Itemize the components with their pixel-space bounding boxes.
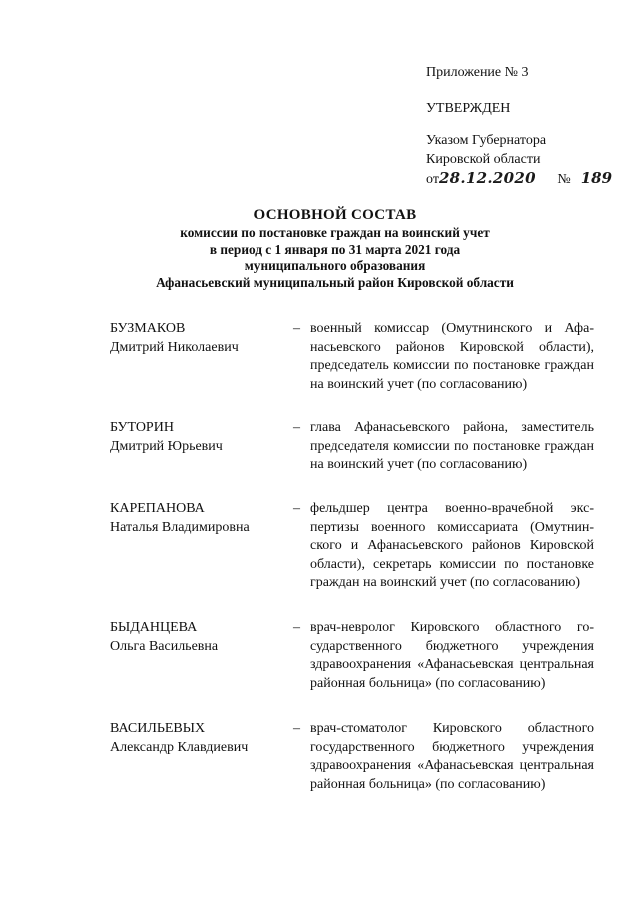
member-name [110,419,280,456]
member-dash: – [293,721,300,736]
member-given-name: Александр Клавдиевич [110,739,249,755]
member-dash: – [293,321,300,336]
title-line-2: в период с 1 января по 31 марта 2021 года [209,241,461,257]
member-name [110,320,280,357]
member-role: врач-невролог Кировского областного государственного бюджетного учреждения здравоохранения «Афанасьевская центральная районная больница» (по согласованию) [310,620,594,691]
document-title [120,205,550,291]
decree-date: 28.12.2020 [438,169,536,187]
member-given-name: Наталья Владимировна [110,519,250,535]
member-role: врач-стоматолог Кировского областного государственного бюджетного учреждения здравоохранения «Афанасьевская центральная районная больница» (по согласованию) [310,721,594,792]
member-name [110,500,280,537]
decree-number-label: № [557,172,571,187]
member-surname: БЫДАНЦЕВА [110,620,198,635]
member-surname: БУТОРИН [110,420,174,435]
member-surname: КАРЕПАНОВА [110,501,205,516]
member-name [110,619,280,656]
member-role: глава Афанасьевского района, заместитель председателя комиссии по постановке граждан на воинский учет (по согласованию) [310,420,594,472]
approved-label: УТВЕРЖДЕН [426,101,511,116]
member-dash: – [293,501,300,516]
decree-number: 189 [580,169,613,187]
member-dash: – [293,620,300,635]
member-given-name: Ольга Васильевна [110,638,219,654]
member-role: военный комиссар (Омутнинского и Афанасьевского районов Кировской области), председатель комиссии по постановке граждан на воинский учет (по согласованию) [310,321,594,392]
member-role: фельдшер центра военно-врачебной экспертизы военного комиссариата (Омутнинского и Афанасьевского районов Кировской области), секретарь комиссии по постановке граждан на воинский учет (по согласованию) [310,501,594,590]
title-main: ОСНОВНОЙ СОСТАВ [253,207,417,223]
title-line-3: муниципального образования [244,258,426,273]
member-surname: БУЗМАКОВ [110,321,186,336]
appendix-number: Приложение № 3 [426,65,529,80]
title-line-4: Афанасьевский муниципальный район Кировской области [156,274,514,290]
decree-reference [426,131,612,189]
decree-line-2: Кировской области [426,152,541,167]
decree-from-label: от [426,172,439,187]
member-given-name: Дмитрий Юрьевич [110,438,223,454]
member-name [110,720,280,757]
member-surname: ВАСИЛЬЕВЫХ [110,721,206,736]
appendix-label [426,64,529,82]
title-line-1: комиссии по постановке граждан на воинский учет [180,225,490,240]
decree-date-line [426,169,612,189]
decree-line-1: Указом Губернатора [426,133,547,148]
member-given-name: Дмитрий Николаевич [110,339,239,355]
member-dash: – [293,420,300,435]
